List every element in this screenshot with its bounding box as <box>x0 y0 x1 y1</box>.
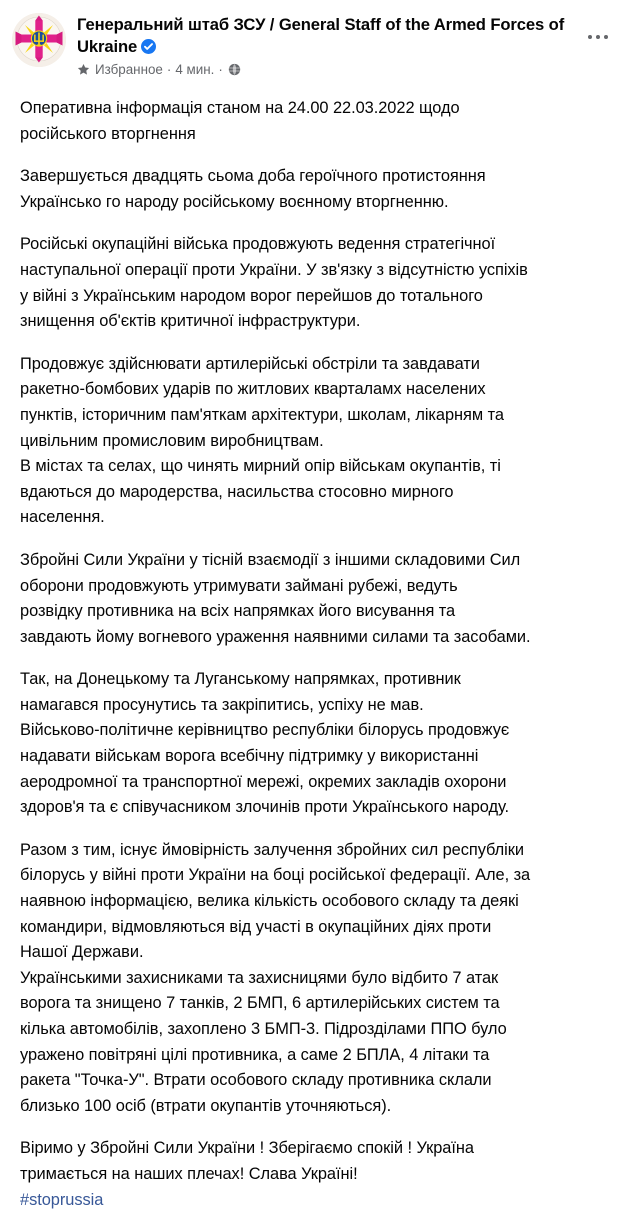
star-filled-icon <box>77 63 90 76</box>
post-paragraph-line: Продовжує здійснювати артилерійські обстріли та завдавати <box>20 354 480 373</box>
post-paragraph-line: Так, на Донецькому та Луганському напрямках, противник <box>20 670 461 689</box>
post-paragraph-line: цивільним промисловим виробництвам. <box>20 431 324 450</box>
post-paragraph-line: у війні з Українським народом ворог перейшов до тотального <box>20 286 483 305</box>
post-paragraph-line: В містах та селах, що чинять мирний опір військам окупантів, ті <box>20 457 501 476</box>
post-paragraph-line: командири, відмовляються від участі в окупаційних діях проти <box>20 917 492 936</box>
post-paragraph-line: розвідку противника на всіх напрямках його висування та <box>20 602 456 621</box>
header-text-block <box>77 13 613 78</box>
post-paragraph-line: Українсько го народу російському воєнному вторгненню. <box>20 192 449 211</box>
page-name-row <box>77 14 569 57</box>
globe-public-icon[interactable] <box>228 63 241 76</box>
post-paragraph-line: ракетно-бомбових ударів по житлових кварталамх населених <box>20 380 486 399</box>
post-paragraph <box>20 352 605 531</box>
post-paragraph-line: завдають йому вогневого ураження наявними силами та засобами. <box>20 627 531 646</box>
post-meta-line <box>77 61 569 78</box>
verified-badge-icon <box>141 39 156 54</box>
post-paragraph-line: білорусь у війні проти України на боці російської федерації. Але, за <box>20 866 531 885</box>
post-paragraph-line: вдаються до мародерства, насильства стосовно мирного <box>20 482 454 501</box>
post-paragraph-line: наступальної операції проти України. У зв'язку з відсутністю успіхів <box>20 260 528 279</box>
post-paragraph-line: російського вторгнення <box>20 124 196 143</box>
post-paragraph-line: Російські окупаційні війська продовжують ведення стратегічної <box>20 235 496 254</box>
post-message-body <box>0 78 627 1217</box>
post-paragraph-line: уражено повітряні цілі противника, а саме 2 БПЛА, 4 літаки та <box>20 1045 490 1064</box>
post-paragraph-line: ворога та знищено 7 танків, 2 БМП, 6 артилерійських систем та <box>20 994 500 1013</box>
post-paragraph-line: наявною інформацією, велика кількість особового складу та деякі <box>20 892 519 911</box>
post-options-button[interactable] <box>581 20 615 54</box>
post-paragraph-line: Оперативна інформація станом на 24.00 22.03.2022 щодо <box>20 99 460 117</box>
post-paragraph-line: близько 100 осіб (втрати окупантів уточняються). <box>20 1096 392 1115</box>
hashtag-link-stoprussia[interactable]: #stoprussia <box>20 1190 104 1209</box>
post-paragraph-line: Нашої Держави. <box>20 943 144 962</box>
post-paragraph-line: Завершується двадцять сьома доба героїчного протистояння <box>20 167 486 186</box>
post-paragraph-line: ракета "Точка-У". Втрати особового складу противника склали <box>20 1071 492 1090</box>
post-paragraph-line: оборони продовжують утримувати займані рубежі, ведуть <box>20 576 458 595</box>
post-paragraph-line: Військово-політичне керівництво республіки білорусь продовжує <box>20 721 510 740</box>
page-name[interactable]: Генеральний штаб ЗСУ / General Staff of the Armed Forces of Ukraine <box>77 15 565 56</box>
post-paragraph-line: Українськими захисниками та захисницями було відбито 7 атак <box>20 968 499 987</box>
post-paragraph-line: намагався просунутись та закріпитись, успіху не мав. <box>20 695 424 714</box>
post-paragraph <box>20 164 605 215</box>
post-paragraph-line: надавати військам ворога всебічну підтримку у використанні <box>20 747 479 766</box>
post-timestamp[interactable]: 4 мин. <box>175 62 215 77</box>
post-paragraph <box>20 1136 605 1187</box>
post-paragraph-line: здоров'я та є співучасником злочинів проти Українського народу. <box>20 798 510 817</box>
ukraine-armed-forces-emblem-icon <box>12 13 66 67</box>
post-paragraph-line: аеродромної та транспортної мережі, окремих закладів охорони <box>20 772 507 791</box>
post-paragraph <box>20 838 605 1120</box>
avatar[interactable] <box>12 13 66 67</box>
post-paragraph <box>20 96 605 147</box>
post-paragraph-line: пунктів, історичним пам'яткам архітектури, школам, лікарням та <box>20 405 504 424</box>
post-paragraph-line: знищення об'єктів критичної інфраструктури. <box>20 312 361 331</box>
ellipsis-horizontal-icon <box>588 35 608 39</box>
hashtag-paragraph <box>20 1188 605 1214</box>
post-paragraph-line: кілька автомобілів, захоплено 3 БМП-3. Підрозділами ППО було <box>20 1020 507 1038</box>
meta-separator-2: · <box>218 62 223 77</box>
post-paragraph <box>20 548 605 650</box>
post-paragraph <box>20 232 605 334</box>
post-paragraph-line: населення. <box>20 508 105 527</box>
post-paragraph-list <box>20 96 605 1188</box>
post-paragraph <box>20 667 605 821</box>
meta-separator-1: · <box>166 62 172 77</box>
avatar-wrapper[interactable] <box>12 13 66 67</box>
post-paragraph-line: тримається на наших плечах! Слава Україні! <box>20 1164 358 1183</box>
post-paragraph-line: Збройні Сили України у тісній взаємодії з іншими складовими Сил <box>20 550 521 569</box>
post-paragraph-line: Віримо у Збройні Сили України ! Зберігаємо спокій ! Україна <box>20 1139 474 1158</box>
post-header <box>0 0 627 78</box>
post-paragraph-line: Разом з тим, існує ймовірність залучення збройних сил республіки <box>20 840 524 859</box>
post-audience-label[interactable]: Избранное <box>95 62 163 77</box>
